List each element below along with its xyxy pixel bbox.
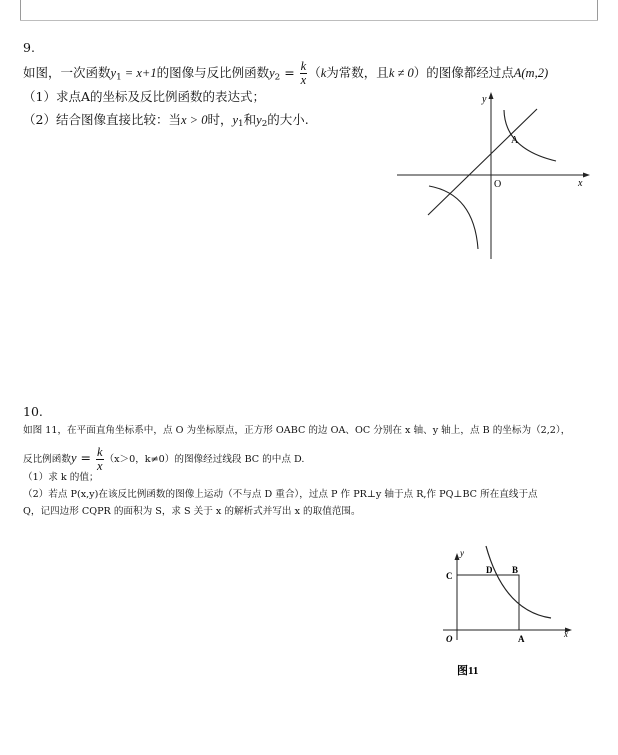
q10-line2-y: y [70,451,77,466]
q10-label-b: B [512,565,519,575]
q10-line5: Q，记四边形 CQPR 的面积为 S，求 S 关于 x 的解析式并写出 x 的取值范围。 [23,506,361,517]
q9-hyperbola-branch-3 [429,186,478,249]
q9-x-arrow [583,173,590,178]
q10-fraction [96,446,104,473]
q10-square-sides [457,575,519,630]
q10-label-d: D [486,565,493,575]
q9-part2-and: 和 [243,112,257,127]
q9-frac-num: k [300,59,307,73]
q10-frac-num: k [96,445,103,459]
page-corner-right [597,0,598,20]
q9-part1: （1）求点A的坐标及反比例函数的表达式； [23,89,265,104]
q9-y1: y [110,66,117,81]
q9-frac-den: x [300,73,307,88]
q10-figure-caption: 图11 [457,665,479,677]
q9-y2: y [269,66,275,81]
q10-line2 [23,446,304,473]
q9-part2-y1: y [232,113,239,127]
q9-part2-y2: y [256,113,262,127]
q10-line1: 如图 11，在平面直角坐标系中，点 O 为坐标原点，正方形 OABC 的边 OA、OC 分别在 x 轴、y 轴上，点 B 的坐标为（2,2）， [23,425,571,436]
q9-y-arrow [489,92,494,99]
q9-k: k [320,66,327,81]
q10-label-c: C [446,571,453,581]
q9-part2-y2-sub: 2 [261,119,268,130]
q10-line2-a: 反比例函数 [23,454,71,466]
q9-eq-sign: = [280,65,299,81]
q9-point: A(m,2) [513,66,549,81]
page-top-rule [20,20,598,21]
q10-line2-b: （x＞0，k≠0）的图像经过线段 BC 的中点 D. [104,454,305,466]
q10-y-arrow [455,553,460,560]
q9-y2-sub: 2 [274,72,281,83]
q9-part2 [23,112,309,132]
q10-label-y: y [460,548,464,558]
q9-paren-open: （ [308,65,321,81]
q9-part2-y1-sub: 1 [238,119,244,130]
q10-number: 10. [23,404,43,419]
q10-line4: （2）若点 P(x,y)在该反比例函数的图像上运动（不与点 D 重合），过点 P 作 PR⊥y 轴于点 R,作 PQ⊥BC 所在直线于点 [23,489,538,500]
q9-part2-a: （2）结合图像直接比较：当 [23,112,181,127]
q9-part2-c: 的大小. [267,112,309,127]
q9-part2-b: 时， [207,112,233,127]
q9-figure [390,88,600,263]
q10-label-x: x [564,629,568,639]
q9-paren-close: ）的图像都经过点 [413,65,514,81]
q10-line2-eq: = [76,450,95,466]
q10-line3: （1）求 k 的值； [23,472,99,483]
q9-label-o: O [494,179,502,190]
q9-intro-b: 的图像与反比例函数 [156,65,270,81]
q9-intro [23,60,548,87]
q9-label-y: y [482,94,487,105]
q9-is-const: 为常数，且 [326,65,389,81]
q10-label-a: A [518,634,525,644]
q10-label-o: O [446,634,453,644]
q9-y1-sub: 1 [116,72,122,83]
page-corner-left [20,0,21,20]
q9-eq1: = x+1 [121,66,157,81]
q10-figure [438,543,578,683]
q9-linear-graph [428,109,537,215]
q9-part2-cond: x > 0 [180,113,208,127]
q9-k-cond: k ≠ 0 [388,66,414,81]
q9-fraction [300,60,308,87]
q9-label-a: A [511,135,519,146]
q9-number: 9. [23,40,35,55]
q9-intro-a: 如图，一次函数 [23,65,111,81]
q10-frac-den: x [96,459,103,474]
q9-label-x: x [578,178,583,189]
